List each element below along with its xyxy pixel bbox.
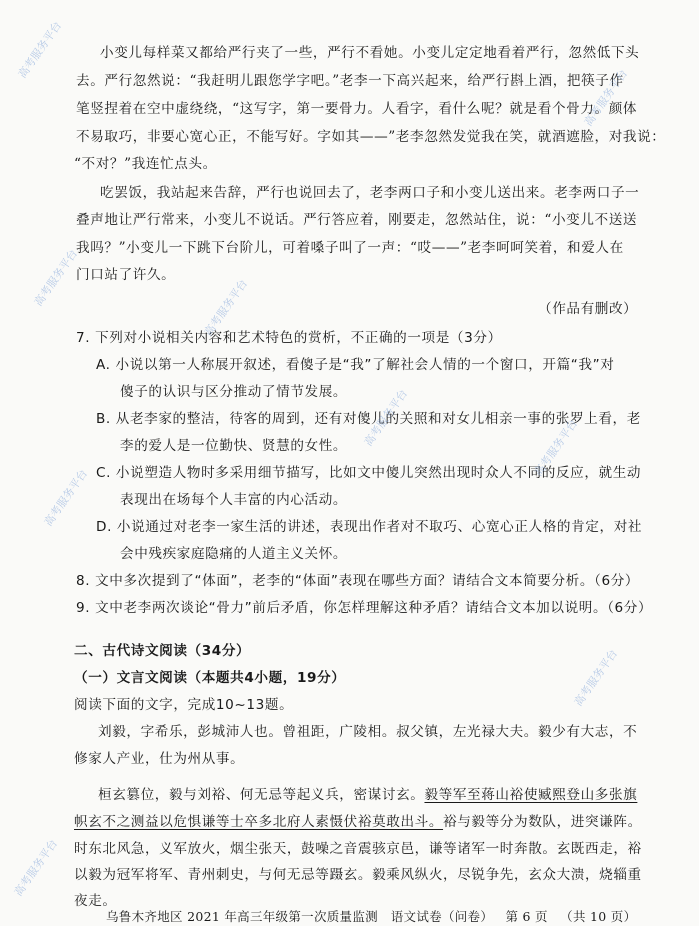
classical-p2-line5: 夜走。 — [74, 893, 117, 909]
story-para1-line2: 去。严行忽然说：“我赶明儿跟您学字吧。”老李一下高兴起来，给严行斟上酒，把筷子作 — [76, 73, 624, 89]
section2-instruction: 阅读下面的文字，完成10~13题。 — [74, 697, 294, 713]
classical-p2-line4: 以毅为冠军将军、青州刺史，与何无忌等蹑玄。毅乘风纵火，尽锐争先，玄众大溃，烧辎重 — [74, 867, 642, 883]
classical-p2-line2 — [74, 813, 642, 831]
q7-option-a-line1: A. 小说以第一人称展开叙述，看傻子是“我”了解社会人情的一个窗口，开篇“我”对 — [96, 357, 615, 373]
classical-p2-line1-text: 桓玄篡位，毅与刘裕、何无忌等起义兵，密谋讨玄。 — [98, 787, 425, 803]
watermark: 高考服务平台 — [531, 417, 581, 479]
section2-subtitle: （一）文言文阅读（本题共4小题，19分） — [74, 670, 346, 686]
q7-option-b-line2: 李的爱人是一位勤快、贤慧的女性。 — [120, 438, 348, 454]
footer-page: 第 6 页 — [505, 909, 548, 924]
q7-option-d-line1: D. 小说通过对老李一家生活的讲述，表现出作者对不取巧、心宽心正人格的肯定，对社 — [96, 519, 643, 535]
watermark: 高考服务平台 — [201, 277, 251, 339]
footer-total: （共 10 页） — [560, 909, 637, 924]
story-para1-line4: 不易取巧，非要心宽心正，不能写好。字如其——”老李忽然发觉我在笑，就酒遮脸，对我说： — [76, 129, 666, 145]
watermark: 高考服务平台 — [15, 19, 65, 81]
q8: 8. 文中多次提到了“体面”，老李的“体面”表现在哪些方面？请结合文本简要分析。（6分） — [76, 573, 640, 589]
q7-option-b-line1: B. 从老李家的整洁，待客的周到，还有对傻儿的关照和对女儿相亲一事的张罗上看，老 — [96, 411, 641, 427]
watermark: 高考服务平台 — [571, 647, 621, 709]
story-para1-line1: 小变儿每样菜又都给严行夹了一些，严行不看她。小变儿定定地看着严行，忽然低下头 — [100, 45, 640, 61]
watermark: 高考服务平台 — [581, 67, 631, 129]
q7-option-c-line1: C. 小说塑造人物时多采用细节描写，比如文中傻儿突然出现时众人不同的反应，就生动 — [96, 465, 642, 481]
classical-p2-line2-text: 裕与毅等分为数队，进突谦阵。 — [443, 814, 642, 830]
classical-p2-line3: 时东北风急，义军放火，烟尘张天，鼓噪之音震骇京邑，谦等诸军一时奔散。玄既西走，裕 — [74, 841, 642, 857]
footer — [106, 908, 636, 926]
watermark: 高考服务平台 — [361, 387, 411, 449]
q7-option-a-line2: 傻子的认识与区分推动了情节发展。 — [120, 384, 348, 400]
story-para2-line3: 我吗？”小变儿一下跳下台阶儿，可着嗓子叫了一声：“哎——”老李呵呵笑着，和爱人在 — [76, 240, 624, 256]
watermark: 高考服务平台 — [11, 837, 61, 899]
classical-p2-line1 — [98, 786, 637, 804]
classical-p2-underlined-1: 毅等军至蒋山裕使臧熙登山多张旗 — [424, 787, 638, 803]
watermark: 高考服务平台 — [31, 247, 81, 309]
story-para2-line4: 门口站了许久。 — [76, 267, 176, 283]
story-para1-line5: “不对？”我连忙点头。 — [74, 156, 217, 172]
q7-option-c-line2: 表现出在场每个人丰富的内心活动。 — [120, 492, 348, 508]
watermark: 高考服务平台 — [41, 467, 91, 529]
q7-stem: 7. 下列对小说相关内容和艺术特色的赏析，不正确的一项是（3分） — [76, 330, 502, 346]
story-para2-line2: 叠声地让严行常来，小变儿不说话。严行答应着，刚要走，忽然站住，说：“小变儿不送送 — [76, 212, 638, 228]
q7-option-d-line2: 会中残疾家庭隐痛的人道主义关怀。 — [120, 546, 348, 562]
q9: 9. 文中老李两次谈论“骨力”前后矛盾，你怎样理解这种矛盾？请结合文本加以说明。（6分） — [76, 600, 653, 616]
classical-p1-line1: 刘毅，字希乐，彭城沛人也。曾祖距，广陵相。叔父镇，左光禄大夫。毅少有大志，不 — [98, 724, 638, 740]
footer-title: 乌鲁木齐地区 2021 年高三年级第一次质量监测 语文试卷（问卷） — [106, 909, 494, 924]
source-note: （作品有删改） — [538, 301, 638, 317]
classical-p2-underlined-2: 帜玄不之测益以危惧谦等士卒多北府人素慑伏裕莫敢出斗。 — [74, 814, 444, 830]
story-para2-line1: 吃罢饭，我站起来告辞，严行也说回去了，老李两口子和小变儿送出来。老李两口子一 — [100, 185, 640, 201]
story-para1-line3: 笔竖捏着在空中虚绕绕，“这写字，第一要骨力。人看字，看什么呢？就是看个骨力。颜体 — [76, 101, 638, 117]
classical-p1-line2: 修家人产业，仕为州从事。 — [74, 751, 245, 767]
section2-title: 二、古代诗文阅读（34分） — [74, 643, 251, 659]
